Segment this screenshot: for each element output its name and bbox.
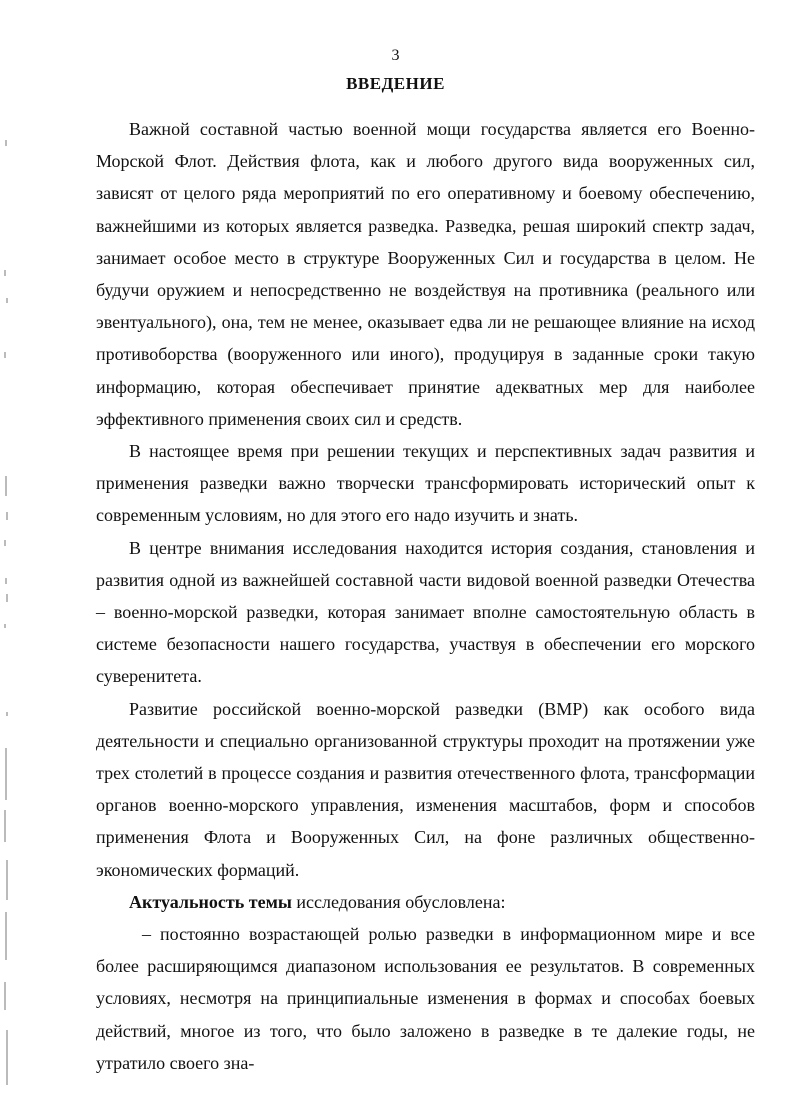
paragraph: В центре внимания исследования находится история создания, становления и развития одной из важнейшей составной части видовой военной разведки Отечества – военно-морской разведки, которая занимает вполне самостоятельную область в системе безопасности нашего государства, участвуя в обеспечении его морского суверенитета. <box>96 537 755 687</box>
relevance-paragraph <box>96 886 755 918</box>
section-heading: ВВЕДЕНИЕ <box>346 74 445 93</box>
paragraph: В настоящее время при решении текущих и перспективных задач развития и применения разведки важно творчески трансформировать исторический опыт к современным условиям, но для этого его надо изучить и знать. <box>96 441 755 526</box>
document-body <box>96 113 755 1079</box>
list-item: – постоянно возрастающей ролью разведки в информационном мире и все более расширяющимся диапазоном использования ее результатов. В современных условиях, несмотря на принципиальные изменения в формах и способах боевых действий, многое из того, что было заложено в разведке в те далекие годы, не утратило своего зна- <box>96 924 755 1073</box>
paragraph: Развитие российской военно-морской разведки (ВМР) как особого вида деятельности и специально организованной структуры проходит на протяжении уже трех столетий в процессе создания и развития отечественного флота, трансформации органов военно-морского управления, изменения масштабов, форм и способов применения Флота и Вооруженных Сил, на фоне различных общественно-экономических формаций. <box>96 698 755 880</box>
scan-edge-marks <box>0 0 14 1094</box>
relevance-bold-lead: Актуальность темы <box>129 891 292 912</box>
paragraph: Важной составной частью военной мощи государства является его Военно-Морской Флот. Действия флота, как и любого другого вида вооруженных сил, зависят от целого ряда мероприятий по его оперативному и боевому обеспечению, важнейшими из которых является разведка. Разведка, решая широкий спектр задач, занимает особое место в структуре Вооруженных Сил и государства в целом. Не будучи оружием и непосредственно не воздействуя на противника (реального или эвентуального), она, тем не менее, оказывает едва ли не решающее влияние на исход противоборства (вооруженного или иного), продуцируя в заданные сроки такую информацию, которая обеспечивает принятие адекватных мер для наиболее эффективного применения своих сил и средств. <box>96 119 755 429</box>
page-number: 3 <box>391 47 400 64</box>
relevance-rest: исследования обусловлена: <box>291 891 506 912</box>
